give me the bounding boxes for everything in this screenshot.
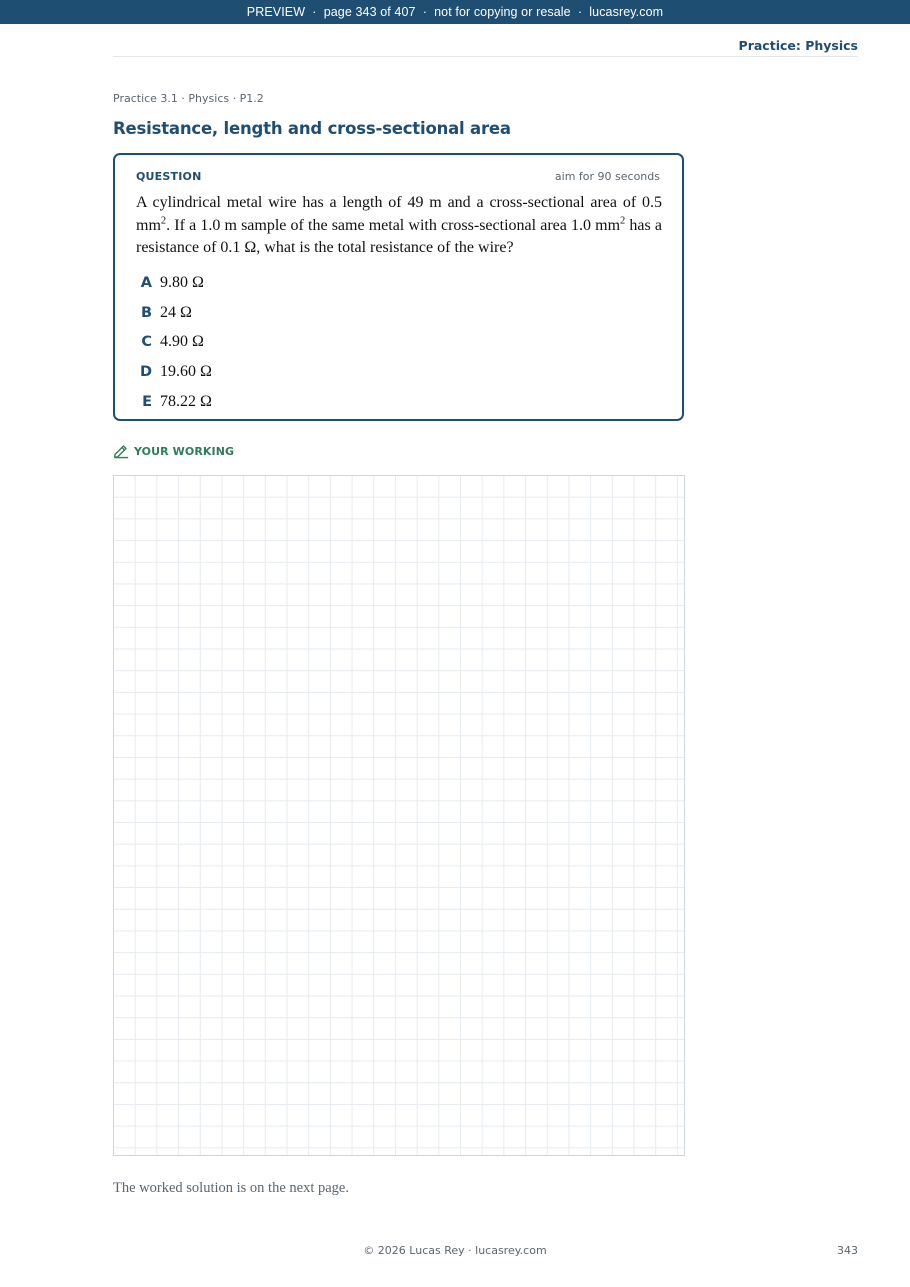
option-text: 9.80 Ω	[160, 273, 204, 291]
superscript: 2	[620, 215, 626, 227]
footer-copyright: © 2026 Lucas Rey · lucasrey.com	[363, 1244, 547, 1257]
breadcrumb: Practice 3.1 · Physics · P1.2	[113, 92, 264, 105]
option-e[interactable]	[136, 387, 436, 417]
option-c[interactable]	[136, 328, 436, 358]
question-stem	[136, 192, 662, 260]
page-number: 343	[837, 1244, 858, 1257]
working-label: YOUR WORKING	[134, 444, 235, 458]
option-text: 19.60 Ω	[160, 363, 212, 381]
question-card	[113, 153, 684, 421]
superscript: 2	[160, 215, 167, 227]
working-heading	[113, 443, 234, 459]
preview-banner	[0, 0, 910, 24]
running-head: Practice: Physics	[738, 38, 858, 53]
preview-banner-text: PREVIEW · page 343 of 407 · not for copying or resale · lucasrey.com	[246, 5, 664, 19]
question-stem-part: . If a 1.0 m sample of the same metal with cross-sectional area 1.0 mm	[166, 216, 621, 234]
question-stem-part: A cylindrical metal wire has a length of 49 m and a cross-sectional area of 0.5 mm	[136, 194, 662, 234]
option-letter: A	[140, 274, 152, 291]
option-letter: C	[141, 334, 152, 351]
header-divider	[113, 56, 858, 57]
option-letter: B	[140, 304, 152, 321]
option-a[interactable]	[136, 268, 436, 298]
option-b[interactable]	[136, 298, 436, 328]
option-text: 4.90 Ω	[160, 333, 204, 351]
option-d[interactable]	[136, 357, 436, 387]
pencil-icon	[113, 443, 129, 459]
page-title: Resistance, length and cross-sectional area	[113, 119, 511, 138]
solution-note: The worked solution is on the next page.	[113, 1180, 349, 1196]
option-text: 78.22 Ω	[160, 393, 212, 411]
question-label: QUESTION	[136, 170, 202, 183]
answer-options	[136, 268, 436, 417]
question-stem-part: has a resistance of 0.1 Ω, what is the total resistance of the wire?	[136, 216, 662, 256]
option-letter: D	[139, 364, 152, 381]
option-text: 24 Ω	[160, 303, 192, 321]
working-area[interactable]	[113, 475, 685, 1156]
question-timer: aim for 90 seconds	[554, 170, 660, 183]
option-letter: E	[142, 394, 152, 411]
